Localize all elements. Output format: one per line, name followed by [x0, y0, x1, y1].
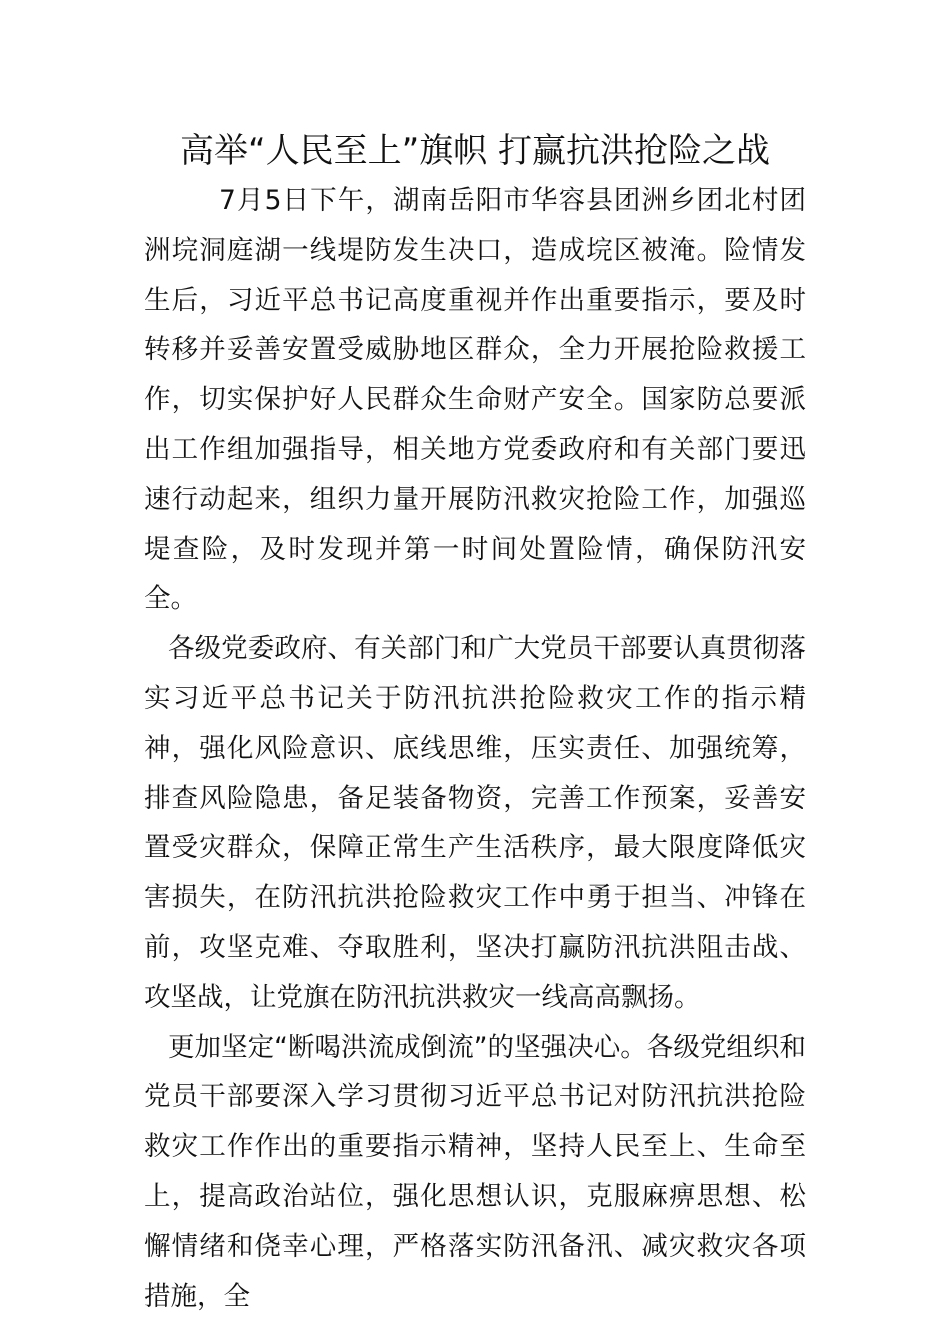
document-title: 高举“人民至上”旗帜 打赢抗洪抢险之战	[179, 131, 771, 171]
paragraph-1: 7月5日下午，湖南岳阳市华容县团洲乡团北村团洲垸洞庭湖一线堤防发生决口，造成垸区被淹。险情发生后，习近平总书记高度重视并作出重要指示，要及时转移并妥善安置受威胁地区群众，全力开展抢险救援工作，切实保护好人民群众生命财产安全。国家防总要派出工作组加强指导，相关地方党委政府和有关部门要迅速行动起来，组织力量开展防汛救灾抢险工作，加强巡堤查险，及时发现并第一时间处置险情，确保防汛安全。	[144, 185, 806, 615]
paragraph-3: 更加坚定“断喝洪流成倒流”的坚强决心。各级党组织和党员干部要深入学习贯彻习近平总书记对防汛抗洪抢险救灾工作作出的重要指示精神，坚持人民至上、生命至上，提高政治站位，强化思想认识，克服麻痹思想、松懈情绪和侥幸心理，严格落实防汛备汛、减灾救灾各项措施，全	[144, 1031, 806, 1312]
paragraph-2: 各级党委政府、有关部门和广大党员干部要认真贯彻落实习近平总书记关于防汛抗洪抢险救灾工作的指示精神，强化风险意识、底线思维，压实责任、加强统筹，排查风险隐患，备足装备物资，完善工作预案，妥善安置受灾群众，保障正常生产生活秩序，最大限度降低灾害损失，在防汛抗洪抢险救灾工作中勇于担当、冲锋在前，攻坚克难、夺取胜利，坚决打赢防汛抗洪阻击战、攻坚战，让党旗在防汛抗洪救灾一线高高飘扬。	[144, 633, 806, 1013]
document-body	[144, 176, 806, 1321]
